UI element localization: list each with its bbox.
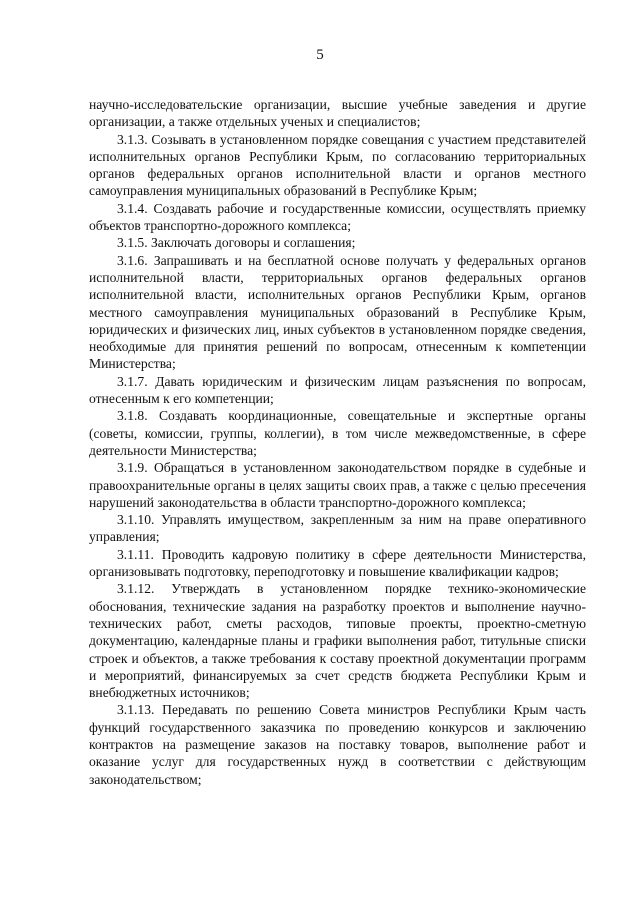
paragraph-3-1-10: 3.1.10. Управлять имуществом, закрепленным за ним на праве оперативного управления; [89, 512, 586, 545]
paragraph-3-1-11: 3.1.11. Проводить кадровую политику в сфере деятельности Министерства, организовывать подготовку, переподготовку и повышение квалификации кадров; [89, 546, 586, 580]
paragraph-3-1-13: 3.1.13. Передавать по решению Совета министров Республики Крым часть функций государственного заказчика по проведению конкурсов и заключению контрактов на размещение заказов на поставку товаров, выполнение работ и оказание услуг для государственных нужд в соответствии с действующим законодательством; [89, 702, 586, 787]
document-body [89, 96, 586, 788]
paragraph-continuation: научно-исследовательские организации, высшие учебные заведения и другие организации, а также отдельных ученых и специалистов; [89, 97, 586, 130]
paragraph-3-1-3: 3.1.3. Созывать в установленном порядке совещания с участием представителей исполнительных органов Республики Крым, по согласованию территориальных органов федеральных органов исполнительной власти и органов местного самоуправления муниципальных образований в Республике Крым; [89, 131, 586, 199]
paragraph-3-1-4: 3.1.4. Создавать рабочие и государственные комиссии, осуществлять приемку объектов транспортно-дорожного комплекса; [89, 200, 586, 234]
paragraph-3-1-7: 3.1.7. Давать юридическим и физическим лицам разъяснения по вопросам, отнесенным к его компетенции; [89, 373, 586, 407]
paragraph-3-1-12: 3.1.12. Утверждать в установленном порядке технико-экономические обоснования, технические задания на разработку проектов и выполнение научно-технических работ, сметы расходов, типовые проекты, проектно-сметную документацию, календарные планы и графики выполнения работ, титульные списки строек и объектов, а также требования к составу проектной документации программ и мероприятий, финансируемых за счет средств бюджета Республики Крым и внебюджетных источников; [89, 581, 586, 701]
paragraph-3-1-6: 3.1.6. Запрашивать и на бесплатной основе получать у федеральных органов исполнительной власти, территориальных органов федеральных органов исполнительной власти, исполнительных органов Республики Крым, органов местного самоуправления муниципальных образований в Республике Крым, юридических и физических лиц, иных субъектов в установленном порядке сведения, необходимые для принятия решений по вопросам, отнесенным к компетенции Министерства; [89, 252, 586, 372]
paragraph-3-1-8: 3.1.8. Создавать координационные, совещательные и экспертные органы (советы, комиссии, группы, коллегии), в том числе межведомственные, в сфере деятельности Министерства; [89, 408, 586, 458]
page-number: 5 [316, 47, 324, 63]
paragraph-3-1-5: 3.1.5. Заключать договоры и соглашения; [117, 235, 356, 251]
paragraph-3-1-9: 3.1.9. Обращаться в установленном законодательством порядке в судебные и правоохранительные органы в целях защиты своих прав, а также с целью пресечения нарушений законодательства в области транспортно-дорожного комплекса; [89, 460, 586, 510]
